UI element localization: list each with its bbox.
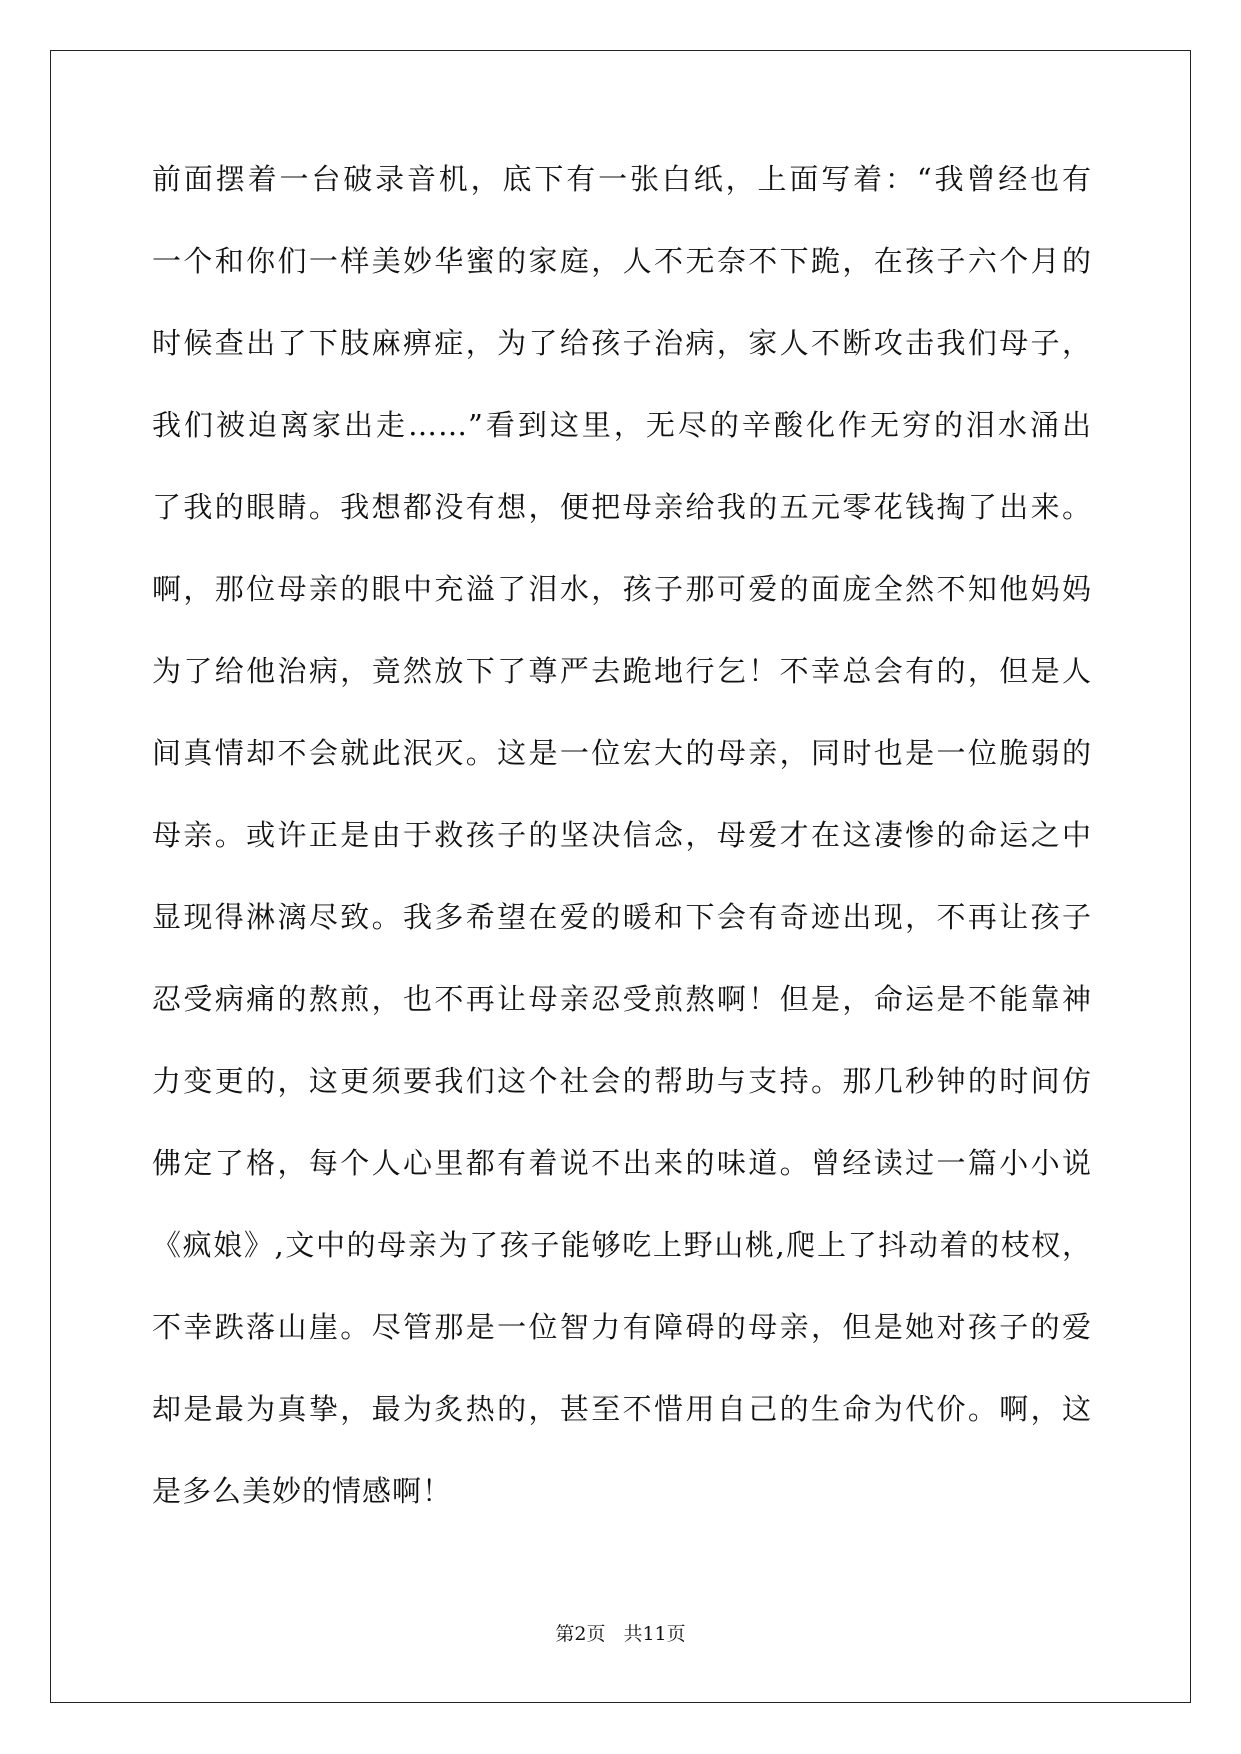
text-line: 我们被迫离家出走……”看到这里，无尽的辛酸化作无穷的泪水涌出 — [152, 408, 1092, 442]
text-line: 了我的眼睛。我想都没有想，便把母亲给我的五元零花钱掏了出来。 — [152, 490, 1092, 524]
text-line: 显现得淋漓尽致。我多希望在爱的暖和下会有奇迹出现，不再让孩子 — [152, 900, 1092, 934]
text-line: 是多么美妙的情感啊！ — [152, 1474, 453, 1508]
page-total: 共11页 — [623, 1623, 686, 1645]
text-line: 啊，那位母亲的眼中充溢了泪水，孩子那可爱的面庞全然不知他妈妈 — [152, 572, 1092, 606]
page-number: 第2页 — [555, 1623, 606, 1645]
body-text — [152, 160, 1092, 1554]
text-line: 忍受病痛的熬煎，也不再让母亲忍受煎熬啊！但是，命运是不能靠神 — [152, 982, 1092, 1016]
text-line: 时候查出了下肢麻痹症，为了给孩子治病，家人不断攻击我们母子， — [152, 326, 1092, 360]
text-line: 为了给他治病，竟然放下了尊严去跪地行乞！不幸总会有的，但是人 — [152, 654, 1092, 688]
text-line: 佛定了格，每个人心里都有着说不出来的味道。曾经读过一篇小小说 — [152, 1146, 1092, 1180]
text-line: 母亲。或许正是由于救孩子的坚决信念，母爱才在这凄惨的命运之中 — [152, 818, 1092, 852]
text-line: 间真情却不会就此泯灭。这是一位宏大的母亲，同时也是一位脆弱的 — [152, 736, 1092, 770]
text-line: 《疯娘》,文中的母亲为了孩子能够吃上野山桃,爬上了抖动着的枝杈， — [152, 1228, 1092, 1262]
text-line: 不幸跌落山崖。尽管那是一位智力有障碍的母亲，但是她对孩子的爱 — [152, 1310, 1092, 1344]
text-line: 却是最为真挚，最为炙热的，甚至不惜用自己的生命为代价。啊，这 — [152, 1392, 1092, 1426]
text-line: 一个和你们一样美妙华蜜的家庭，人不无奈不下跪，在孩子六个月的 — [152, 244, 1092, 278]
page-footer — [0, 1622, 1241, 1646]
text-line: 力变更的，这更须要我们这个社会的帮助与支持。那几秒钟的时间仿 — [152, 1064, 1092, 1098]
text-line: 前面摆着一台破录音机，底下有一张白纸，上面写着：“我曾经也有 — [152, 162, 1092, 196]
